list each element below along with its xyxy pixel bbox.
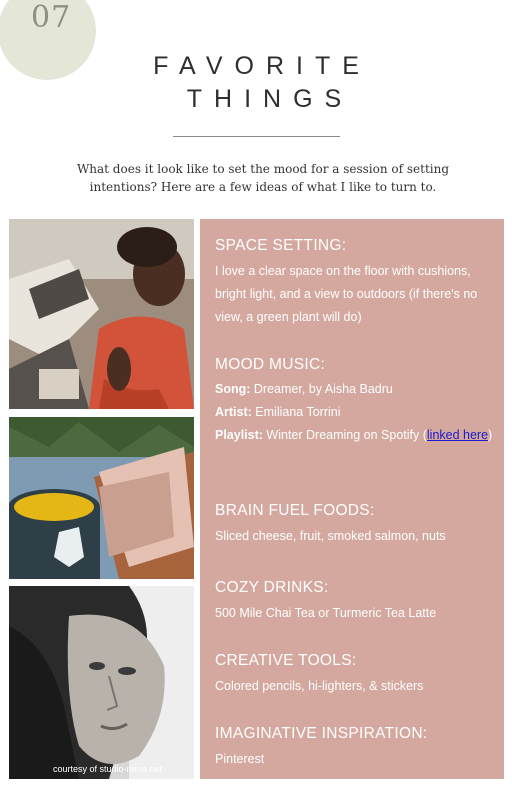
imaginative-inspiration-heading: IMAGINATIVE INSPIRATION:: [215, 725, 428, 742]
imaginative-inspiration-text: Pinterest: [215, 752, 265, 766]
photo-woman-on-floor-image: [9, 219, 194, 409]
photo-woman-on-floor: [9, 219, 194, 409]
mood-music-list: [215, 378, 500, 447]
cozy-drinks-text: 500 Mile Chai Tea or Turmeric Tea Latte: [215, 606, 437, 620]
playlist-link[interactable]: linked here: [426, 428, 489, 442]
space-setting-text: I love a clear space on the floor with cushions, bright light, and a view to outdoors (if there's no view, a green plant will do): [215, 264, 478, 324]
playlist-value: Winter Dreaming on Spotify (: [262, 428, 427, 442]
photo-portrait-image: [9, 586, 194, 779]
creative-tools-heading: CREATIVE TOOLS:: [215, 652, 357, 669]
mood-music-heading: MOOD MUSIC:: [215, 356, 326, 373]
space-setting-heading: SPACE SETTING:: [215, 237, 347, 254]
favorites-panel: [200, 219, 504, 779]
page-number: 07: [31, 0, 72, 35]
artist-label: Artist:: [215, 405, 252, 419]
brain-fuel-heading: BRAIN FUEL FOODS:: [215, 502, 375, 519]
photo-turmeric-mug-image: [9, 417, 194, 579]
song-value: Dreamer, by Aisha Badru: [250, 382, 393, 396]
cozy-drinks-heading: COZY DRINKS:: [215, 579, 329, 596]
page-title-line1: FAVORITE: [153, 52, 371, 80]
photo-credit: courtesy of studio-rama.net: [53, 764, 163, 774]
title-divider: [173, 136, 340, 137]
page-title-line2: THINGS: [186, 85, 354, 113]
photo-portrait: [9, 586, 194, 779]
brain-fuel-text: Sliced cheese, fruit, smoked salmon, nuts: [215, 529, 446, 543]
song-label: Song:: [215, 382, 251, 396]
playlist-label: Playlist:: [215, 428, 263, 442]
creative-tools-text: Colored pencils, hi-lighters, & stickers: [215, 679, 424, 693]
photo-turmeric-mug: [9, 417, 194, 579]
artist-row: [215, 401, 500, 424]
playlist-row: [215, 424, 500, 447]
intro-text: What does it look like to set the mood for a session of setting intentions? Here are a few ideas of what I like to turn to.: [76, 162, 450, 194]
song-row: [215, 378, 500, 401]
playlist-close: ): [488, 428, 493, 442]
artist-value: Emiliana Torrini: [251, 405, 341, 419]
